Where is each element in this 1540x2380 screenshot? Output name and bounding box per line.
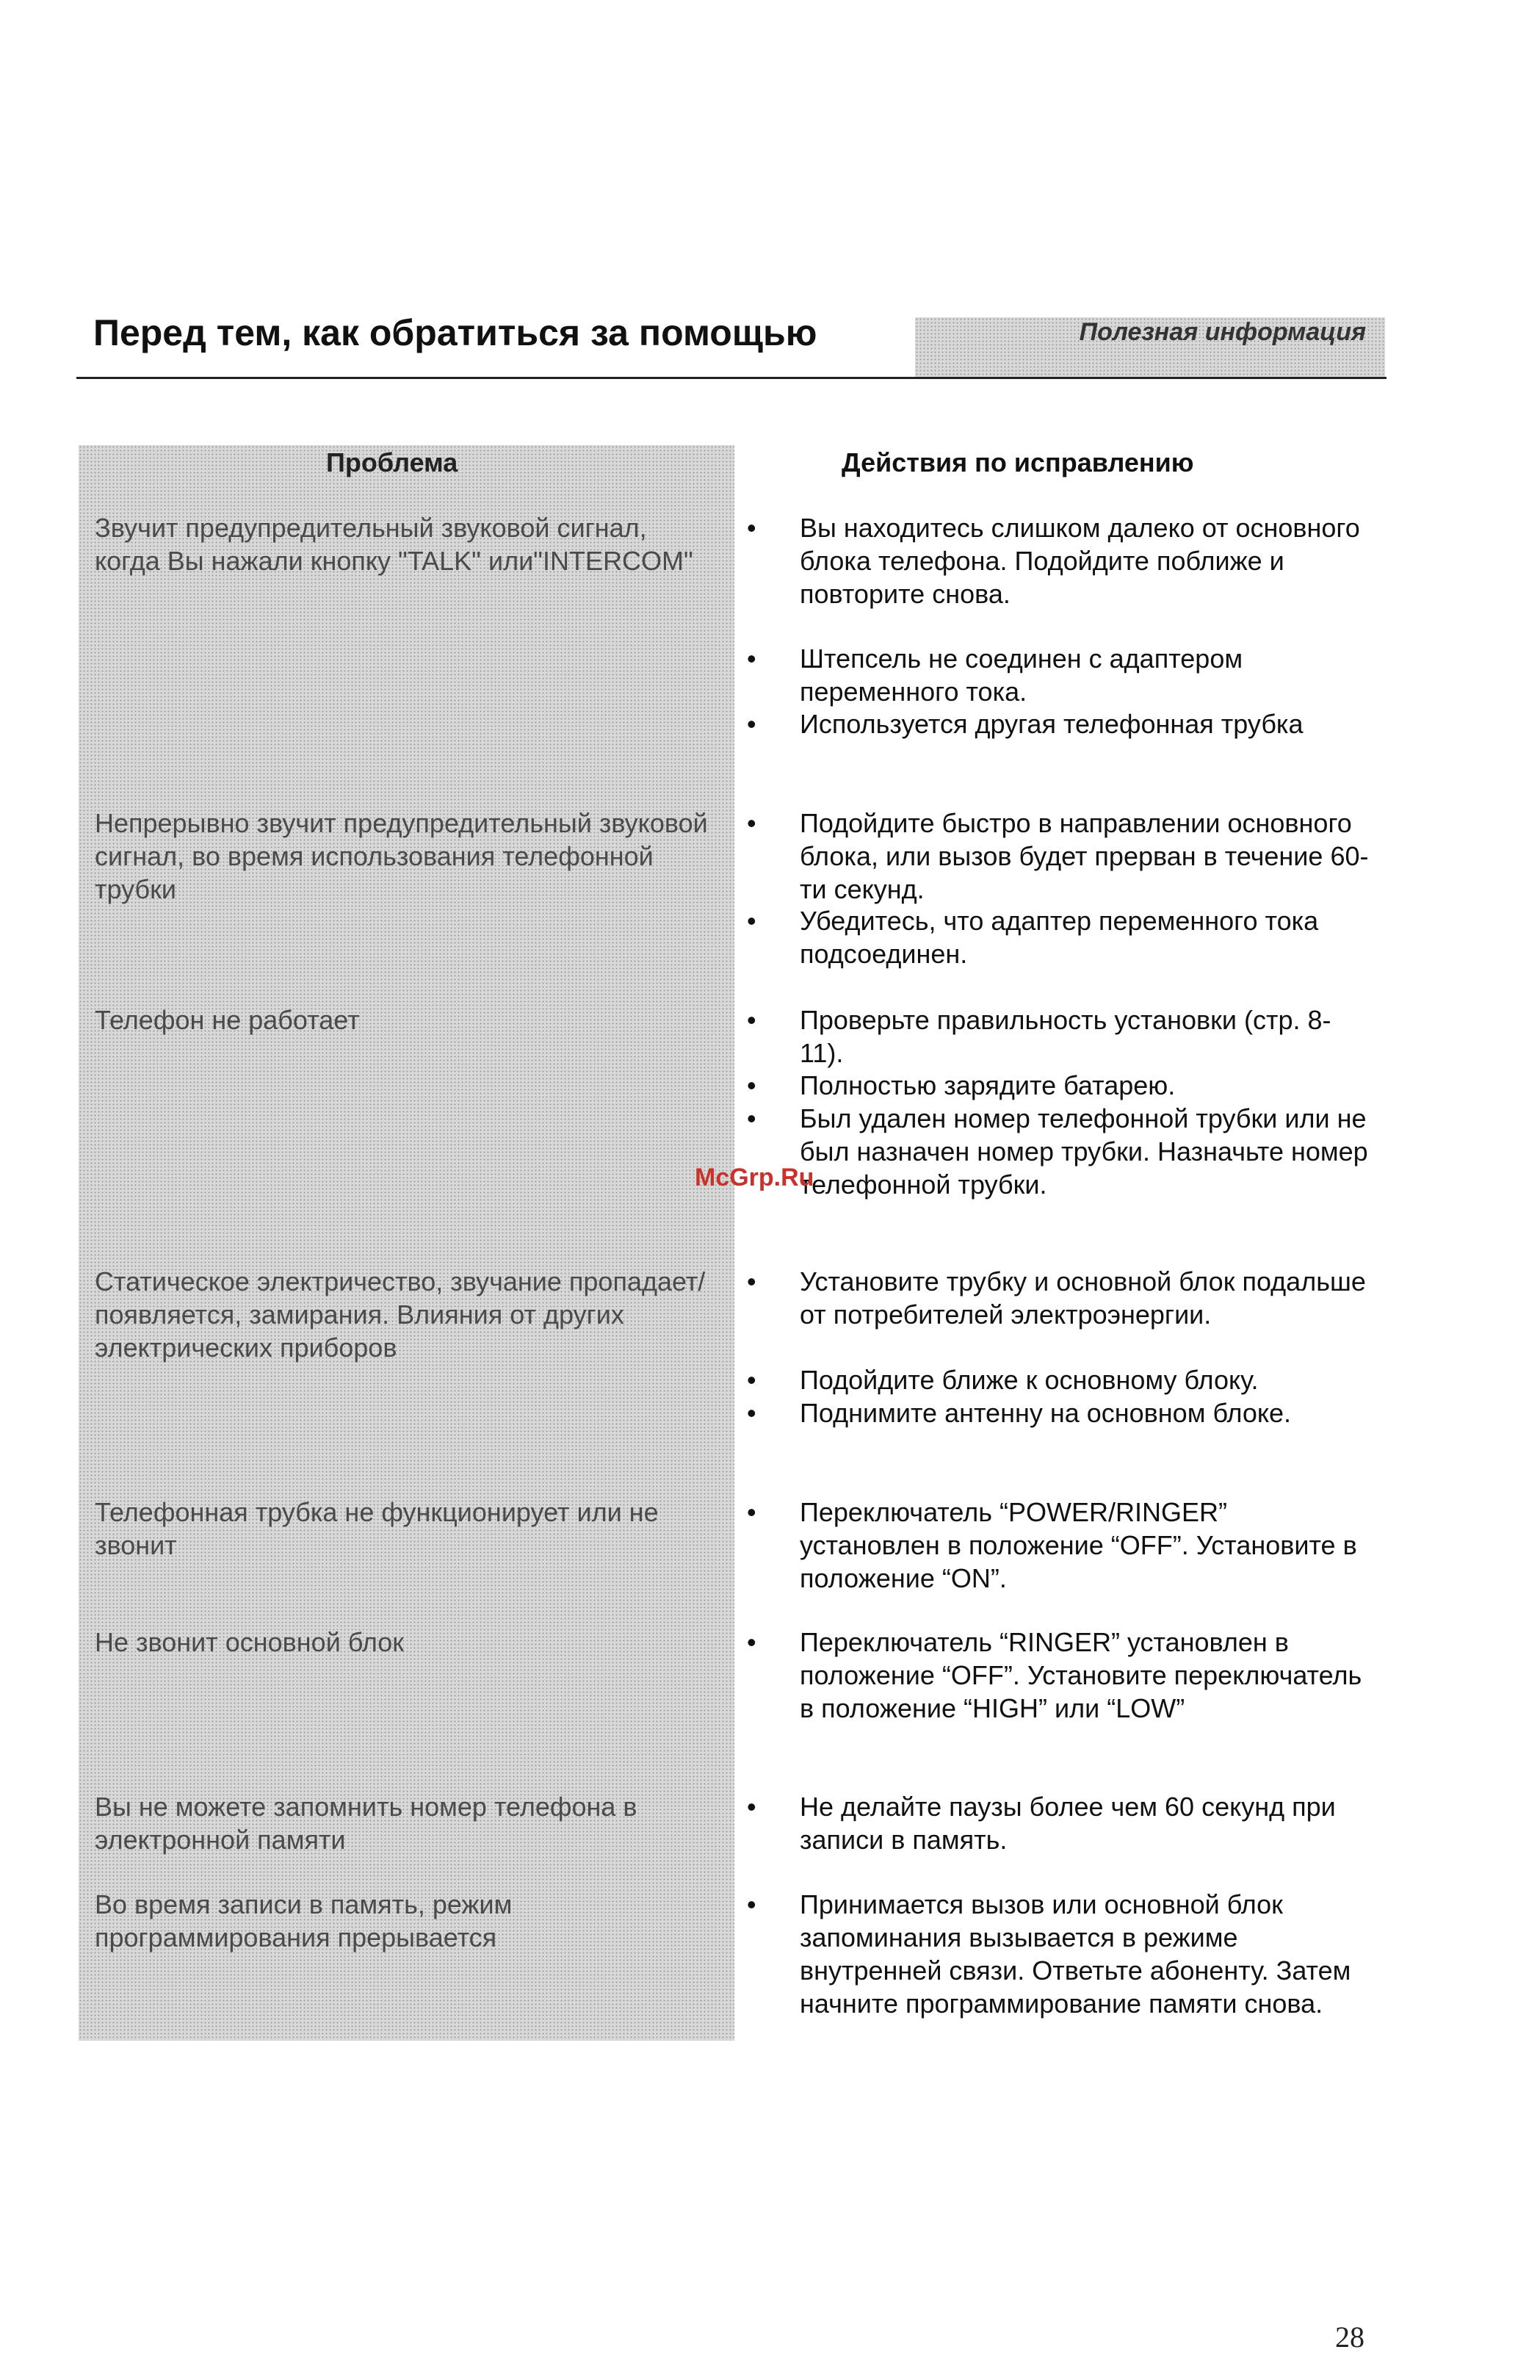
action-text: Установите трубку и основной блок подальше от потребителей электроэнергии. (800, 1266, 1366, 1330)
bullet-icon: • (747, 906, 756, 936)
header-divider (76, 377, 1387, 379)
page-number: 28 (1335, 2320, 1364, 2354)
bullet-icon: • (747, 808, 756, 838)
action-column-heading: Действия по исправлению (842, 447, 1194, 477)
action-text: Переключатель “POWER/RINGER” установлен в положение “OFF”. Установите в положение “ON”. (800, 1497, 1357, 1593)
action-text: Вы находитесь слишком далеко от основного блока телефона. Подойдите поближе и повторите снова. (800, 513, 1360, 609)
problem-text: Статическое электричество, звучание пропадает/появляется, замирания. Влияния от других электрических приборов (95, 1266, 706, 1363)
problem-text: Не звонит основной блок (95, 1627, 404, 1657)
action-text: Штепсель не соединен с адаптером переменного тока. (800, 643, 1243, 707)
bullet-icon: • (747, 1497, 756, 1527)
bullet-icon: • (747, 643, 756, 674)
page-title: Перед тем, как обратиться за помощью (93, 312, 817, 353)
bullet-icon: • (747, 1005, 756, 1035)
problem-text: Телефон не работает (95, 1005, 360, 1035)
action-text: Полностью зарядите батарею. (800, 1070, 1176, 1100)
action-text: Не делайте паузы более чем 60 секунд при записи в память. (800, 1792, 1336, 1855)
problem-text: Звучит предупредительный звуковой сигнал, когда Вы нажали кнопку "TALK" или"INTERCOM" (95, 513, 693, 576)
action-text: Подойдите быстро в направлении основного блока, или вызов будет прерван в течение 60-ти секунд. (800, 808, 1369, 904)
section-tag-label: Полезная информация (1079, 318, 1366, 346)
action-text: Поднимите антенну на основном блоке. (800, 1398, 1292, 1428)
action-text: Принимается вызов или основной блок запоминания вызывается в режиме внутренней связи. Ответьте абоненту. Затем начните программирование памяти снова. (800, 1889, 1351, 2019)
problem-text: Вы не можете запомнить номер телефона в электронной памяти (95, 1792, 637, 1855)
section-tag (915, 317, 1385, 379)
bullet-icon: • (747, 709, 756, 739)
watermark: McGrp.Ru (695, 1164, 814, 1191)
problem-column-heading: Проблема (326, 447, 458, 477)
action-text: Используется другая телефонная трубка (800, 709, 1304, 739)
action-text: Проверьте правильность установки (стр. 8-11). (800, 1005, 1331, 1068)
problem-text: Телефонная трубка не функционирует или не звонит (95, 1497, 659, 1560)
bullet-icon: • (747, 1398, 756, 1428)
action-text: Переключатель “RINGER” установлен в положение “OFF”. Установите переключатель в положение “HIGH” или “LOW” (800, 1627, 1362, 1723)
action-text: Был удален номер телефонной трубки или не был назначен номер трубки. Назначьте номер телефонной трубки. (800, 1103, 1368, 1200)
bullet-icon: • (747, 1365, 756, 1395)
bullet-icon: • (747, 1792, 756, 1822)
bullet-icon: • (747, 513, 756, 543)
problem-text: Непрерывно звучит предупредительный звуковой сигнал, во время использования телефонной трубки (95, 808, 708, 904)
problem-text: Во время записи в память, режим программирования прерывается (95, 1889, 513, 1952)
action-text: Подойдите ближе к основному блоку. (800, 1365, 1259, 1395)
action-text: Убедитесь, что адаптер переменного тока подсоединен. (800, 906, 1319, 969)
bullet-icon: • (747, 1103, 756, 1133)
bullet-icon: • (747, 1627, 756, 1657)
bullet-icon: • (747, 1266, 756, 1297)
bullet-icon: • (747, 1889, 756, 1919)
bullet-icon: • (747, 1070, 756, 1100)
